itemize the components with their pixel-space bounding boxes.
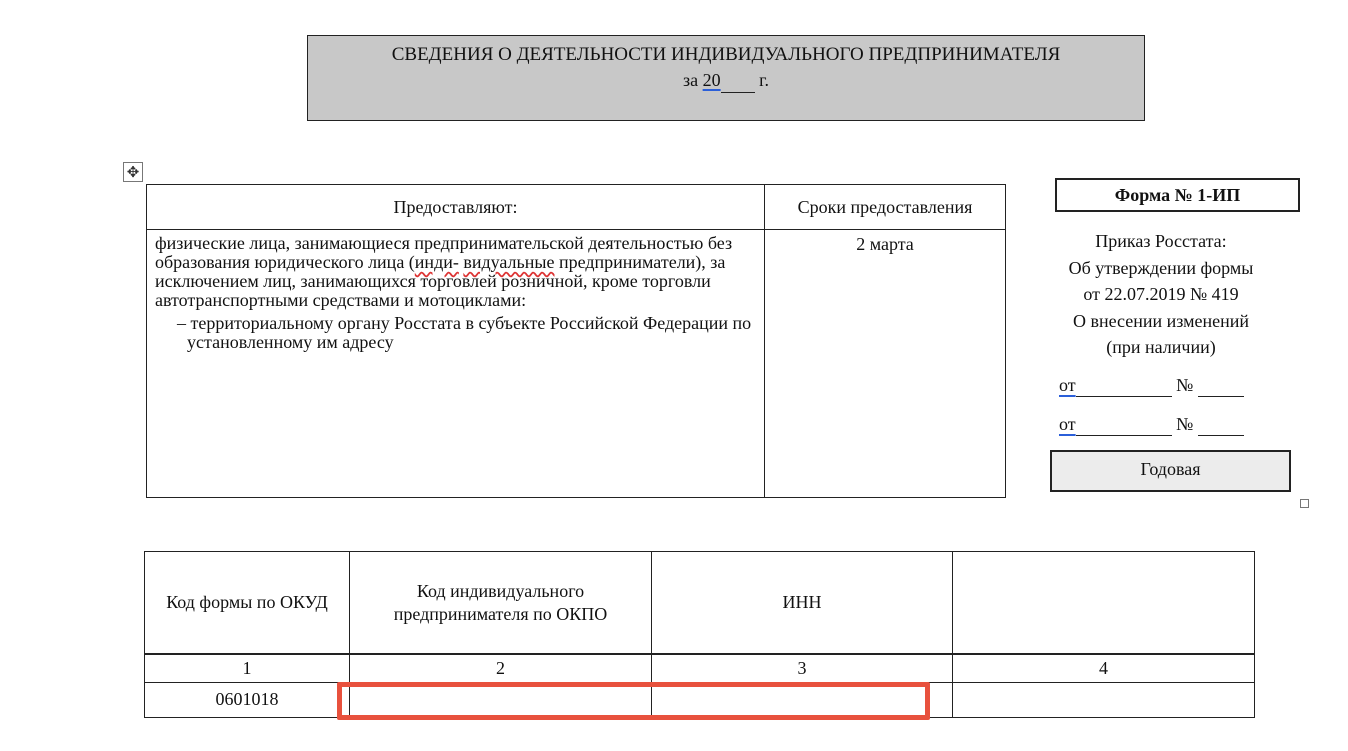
amendment-number-field[interactable]: [1198, 375, 1244, 397]
okud-code-cell[interactable]: 0601018: [145, 682, 350, 717]
amendment-number-label: №: [1176, 375, 1194, 395]
order-line: от 22.07.2019 № 419: [1083, 284, 1239, 304]
providers-who-text-cont: предприниматели), за исключением лиц, занимающихся торговлей розничной, кроме торговли автотранспортными средствами и мотоциклами:: [155, 252, 726, 311]
order-line: Приказ Росстата:: [1095, 231, 1227, 251]
column-number: 1: [145, 654, 350, 682]
form-number-box: Форма № 1-ИП: [1055, 178, 1300, 212]
report-year-line: [308, 68, 1144, 93]
year-prefix: за: [683, 69, 699, 90]
codes-header-inn: ИНН: [652, 552, 953, 655]
codes-header-empty: [953, 552, 1255, 655]
extra-code-cell[interactable]: [953, 682, 1255, 717]
codes-table: [144, 551, 1255, 718]
resize-handle[interactable]: [1300, 499, 1309, 508]
order-line: Об утверждении формы: [1068, 257, 1254, 278]
codes-header-okpo: [350, 552, 652, 655]
year-value[interactable]: 20: [702, 69, 721, 90]
codes-header-okpo-text: Код индивидуального предпринимателя по ОКПО: [393, 581, 608, 624]
providers-header-who: Предоставляют:: [147, 185, 765, 230]
spellcheck-word-2: видуальные: [463, 252, 555, 273]
providers-deadline-cell[interactable]: 2 марта: [765, 230, 1006, 498]
amendment-from-label: от: [1059, 414, 1076, 434]
providers-table: [146, 184, 1006, 498]
amendment-number-label: №: [1176, 414, 1194, 434]
codes-header-okud-text: Код формы по ОКУД: [166, 592, 328, 613]
amendment-date-field[interactable]: [1076, 375, 1172, 397]
table-move-handle-icon[interactable]: ✥: [123, 162, 143, 182]
amendment-date-field[interactable]: [1076, 414, 1172, 436]
codes-header-okud: [145, 552, 350, 655]
amendment-ref-line: [1059, 375, 1244, 397]
inn-cell[interactable]: [652, 682, 953, 717]
amendment-from-label: от: [1059, 375, 1076, 395]
order-line: О внесении изменений: [1072, 310, 1250, 331]
providers-header-deadline: Сроки предоставления: [765, 185, 1006, 230]
column-number: 4: [953, 654, 1255, 682]
order-info: [1030, 228, 1292, 361]
spellcheck-word-1: инди-: [414, 252, 459, 273]
providers-who-cell[interactable]: [147, 230, 765, 498]
periodicity-box: Годовая: [1050, 450, 1291, 492]
okpo-code-cell[interactable]: [350, 682, 652, 717]
year-suffix: г.: [759, 69, 769, 90]
amendment-ref-line: [1059, 414, 1244, 436]
amendment-number-field[interactable]: [1198, 414, 1244, 436]
column-number: 2: [350, 654, 652, 682]
providers-who-text: физические лица, занимающиеся предпринимательской деятельностью без образования юридического лица (: [155, 233, 733, 273]
providers-who-item: – территориальному органу Росстата в субъекте Российской Федерации по установленному им адресу: [177, 313, 752, 353]
order-line: (при наличии): [1106, 337, 1216, 357]
year-blank[interactable]: [721, 68, 755, 93]
report-title: СВЕДЕНИЯ О ДЕЯТЕЛЬНОСТИ ИНДИВИДУАЛЬНОГО ПРЕДПРИНИМАТЕЛЯ: [391, 44, 1061, 65]
report-title-box: [307, 35, 1145, 121]
column-number: 3: [652, 654, 953, 682]
